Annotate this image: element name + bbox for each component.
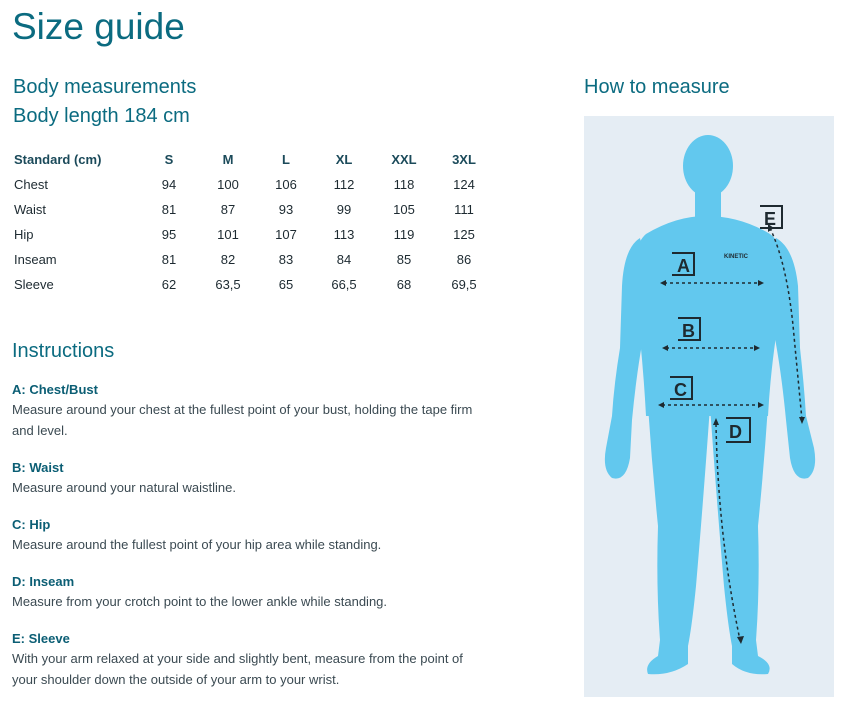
table-cell: 87 [220,202,236,217]
instruction-text: With your arm relaxed at your side and slightly bent, measure from the point of your shoulder down the outside of your arm to your wrist. [12,651,463,687]
brand-logo: KINETIC [724,254,748,260]
page-title: Size guide [12,6,185,47]
label-e [760,206,782,229]
column-header: M [222,152,234,167]
table-row [14,222,493,247]
table-cell: 107 [275,227,297,242]
instruction-sleeve [12,630,482,690]
table-cell: 65 [278,277,294,292]
table-cell: 62 [161,277,177,292]
table-cell: 112 [333,177,355,192]
instruction-heading: E: Sleeve [12,631,70,646]
column-header: XL [335,152,353,167]
table-cell: 99 [336,202,352,217]
instruction-heading: B: Waist [12,460,64,475]
instruction-heading: A: Chest/Bust [12,382,98,397]
table-cell: 111 [454,202,474,217]
table-cell: 106 [275,177,297,192]
head-shape [683,135,733,197]
row-label: Chest [14,177,48,192]
table-cell: 66,5 [331,277,357,292]
svg-text:A: A [677,256,690,276]
table-row [14,247,493,272]
torso-shape [634,216,784,416]
table-cell: 124 [453,177,475,192]
table-cell: 68 [396,277,412,292]
instruction-chest [12,381,482,441]
column-header: Standard (cm) [14,152,102,167]
table-cell: 113 [333,227,355,242]
table-cell: 118 [393,177,415,192]
table-cell: 81 [161,252,177,267]
table-cell: 82 [220,252,236,267]
table-cell: 94 [161,177,177,192]
body-figure [584,116,834,697]
svg-text:E: E [764,209,777,229]
body-length-heading: Body length 184 cm [13,105,190,127]
table-cell: 95 [161,227,177,242]
instruction-inseam [12,573,482,612]
row-label: Hip [14,227,34,242]
row-label: Waist [14,202,47,217]
column-header: 3XL [452,152,476,167]
instruction-heading: C: Hip [12,517,51,532]
instructions-heading: Instructions [12,340,115,362]
left-leg-shape [647,406,710,674]
table-cell: 101 [217,227,239,242]
column-header: XXL [391,152,417,167]
size-table [14,147,493,297]
body-measurements-heading: Body measurements [13,76,197,98]
right-arm-shape [768,238,815,479]
row-label: Inseam [14,252,57,267]
table-cell: 105 [393,202,415,217]
column-header: L [282,152,290,167]
svg-text:B: B [682,321,695,341]
how-to-measure-heading: How to measure [584,76,730,98]
table-row [14,197,493,222]
table-header-row [14,147,493,172]
instruction-waist [12,459,482,498]
instruction-text: Measure around the fullest point of your hip area while standing. [12,537,382,552]
instruction-text: Measure from your crotch point to the lower ankle while standing. [12,594,388,609]
measure-figure-panel [584,116,834,697]
table-row [14,172,493,197]
table-cell: 63,5 [215,277,241,292]
table-cell: 69,5 [451,277,477,292]
table-cell: 83 [278,252,294,267]
table-cell: 100 [217,177,239,192]
instruction-text: Measure around your natural waistline. [12,480,237,495]
table-cell: 93 [278,202,294,217]
right-leg-shape [710,406,770,674]
table-cell: 85 [396,252,412,267]
instruction-hip [12,516,482,555]
row-label: Sleeve [14,277,54,292]
table-cell: 86 [456,252,472,267]
table-cell: 125 [453,227,475,242]
instruction-heading: D: Inseam [12,574,75,589]
table-row [14,272,493,297]
column-header: S [164,152,174,167]
table-cell: 84 [336,252,352,267]
instruction-text: Measure around your chest at the fullest point of your bust, holding the tape firm and level. [12,402,473,438]
table-cell: 119 [393,227,415,242]
svg-text:C: C [674,380,687,400]
table-cell: 81 [161,202,177,217]
svg-text:D: D [729,422,742,442]
